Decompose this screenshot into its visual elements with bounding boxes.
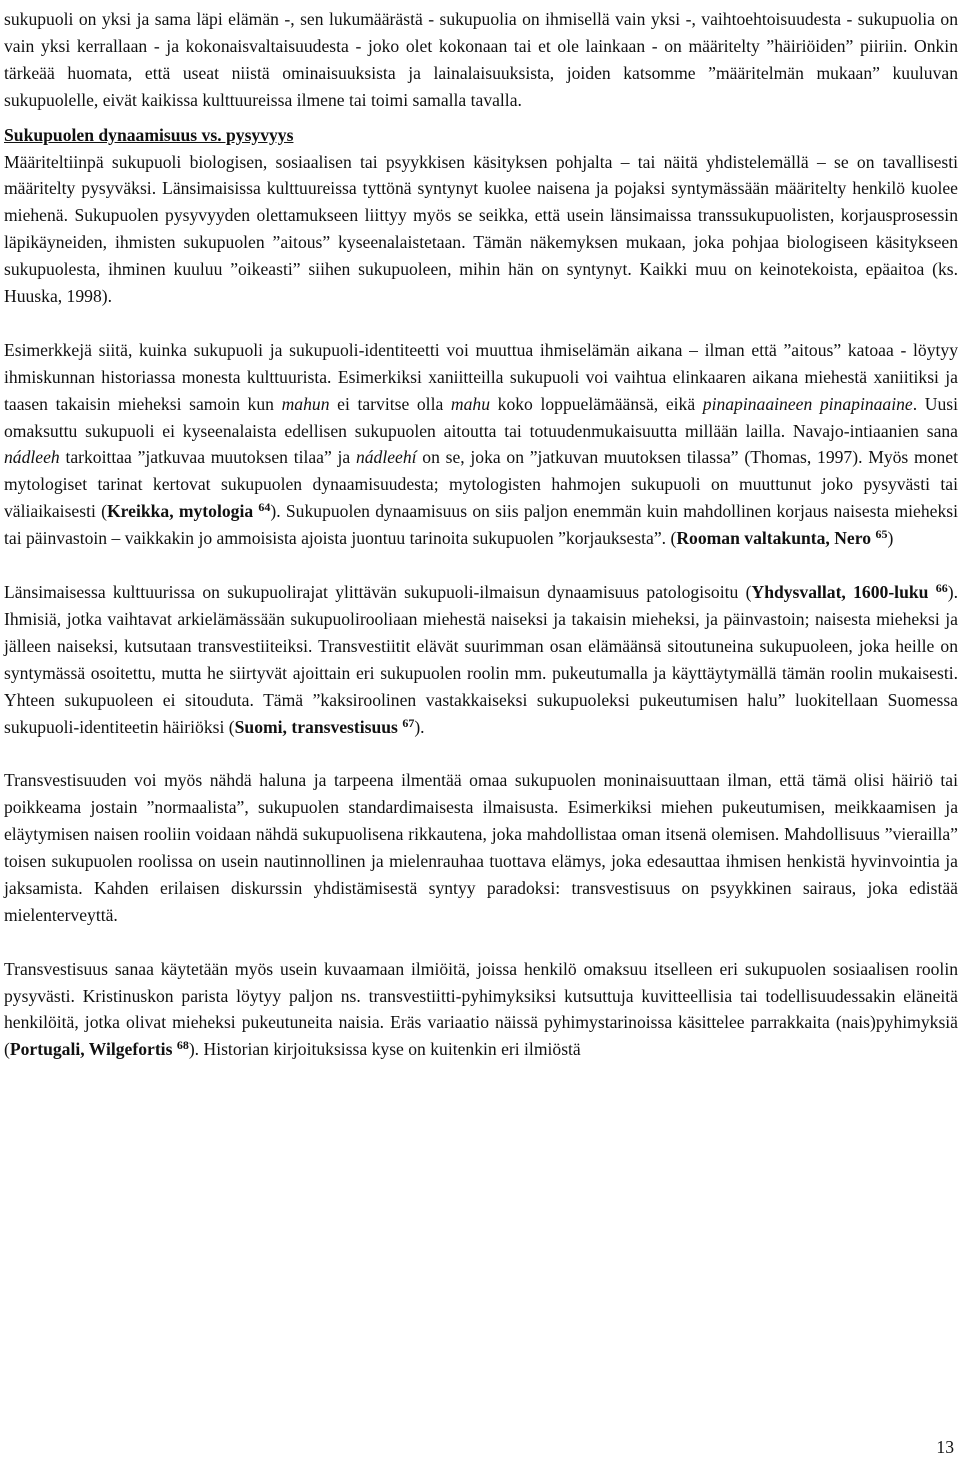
bold-reference: Yhdysvallat, 1600-luku [751, 582, 929, 602]
italic-term: mahun [281, 393, 330, 414]
paragraph-text: Transvestisuus sanaa käytetään myös usein kuvaamaan ilmiöitä, joissa henkilö omaksuu itselleen eri sukupuolen sosiaalisen roolin pysyvästi. Kristinuskon parista löytyy paljon ns. transvestiitti-pyhimyksiksi kutsuttuja kuvitteellisia tai todellisuudessakin eläneitä henkilöitä, jotka olivat mieheksi pukeutuneita naisia. Eräs variaatio näissä pyhimystarinoissa käsittelee parrakkaita (nais)pyhimyksiä ( [4, 958, 958, 1060]
footnote-ref: 64 [258, 500, 271, 515]
paragraph-examples [4, 337, 958, 552]
italic-term: nádleeh [4, 447, 60, 468]
bold-reference: Rooman valtakunta, Nero [676, 528, 872, 549]
paragraph-text: Länsimaisessa kulttuurissa on sukupuolirajat ylittävän sukupuoli-ilmaisun dynaamisuus patologisoitu ( [4, 582, 752, 602]
footnote-ref: 65 [875, 527, 888, 542]
paragraph-text: koko loppuelämäänsä, eikä [490, 393, 703, 414]
bold-reference: Portugali, Wilgefortis [9, 1039, 173, 1060]
bold-reference: Kreikka, mytologia [106, 501, 254, 522]
paragraph-text: Esimerkkejä siitä, kuinka sukupuoli ja sukupuoli-identiteetti voi muuttua ihmiselämän aikana – ilman että ”aitous” katoaa - löytyy ihmiskunnan historiassa monesta kulttuurista. Esimerkiksi xaniitteilla sukupuoli voi vaihtua elinkaaren aikana miehestä xaniitiksi ja taasen takaisin mieheksi samoin kun [4, 339, 958, 414]
paragraph-text: ). Ihmisiä, jotka vaihtavat arkielämässään sukupuolirooliaan miehestä naiseksi ja takaisin mieheksi, ja päinvastoin; naisesta mieheksi ja jälleen naiseksi, kutsutaan transvestiiteiksi. Transvestiitit elävät suurimman osan elämäänsä sitoutuneina sukupuoleen, joka heille on syntymässä osoitettu, mutta he siirtyvät ajoittain eri sukupuolen roolin mm. pukeutumalla ja käyttäytymällä tämän roolin mukaisesti. Yhteen sukupuoleen ei sitouduta. Tämä ”kaksiroolinen vastakkaiseksi sukupuoleksi pukeutumisen halu” luokitellaan Suomessa sukupuoli-identiteetin häiriöksi ( [4, 582, 959, 737]
paragraph-text: ) [887, 528, 894, 549]
italic-term: pinapinaaineen pinapinaaine [702, 393, 913, 414]
italic-term: mahu [450, 393, 491, 414]
paragraph-diversity [4, 767, 958, 928]
paragraph-pysyvyys [4, 149, 958, 310]
paragraph-text: ). Historian kirjoituksissa kyse on kuitenkin eri ilmiöstä [188, 1039, 581, 1060]
paragraph-saints [4, 956, 958, 1064]
page-number: 13 [936, 1437, 954, 1457]
paragraph-text: tarkoittaa ”jatkuvaa muutoksen tilaa” ja [59, 447, 356, 468]
paragraph-text: ). [414, 716, 425, 737]
paragraph-text: Määriteltiinpä sukupuoli biologisen, sosiaalisen tai psyykkisen käsityksen pohjalta – tai näitä yhdistelemällä – se on tavallisesti määritelty pysyväksi. Länsimaisissa kulttuureissa tyttönä syntynyt kuolee naisena ja pojaksi syntymässään määritelty henkilö kuolee miehenä. Sukupuolen pysyvyyden olettamukseen liittyy myös se seikka, että usein länsimaissa transsukupuolisten, korjausprosessin läpikäyneiden, ihmisten sukupuolen ”aitous” kyseenalaistetaan. Tämän näkemyksen mukaan, joka pohjaa biologiseen käsitykseen sukupuolesta, ihminen kuuluu ”oikeasti” siihen sukupuoleen, mihin hän on syntynyt. Kaikki muu on keinotekoista, epäaitoa (ks. Huuska, 1998). [4, 151, 958, 307]
paragraph-text: . Uusi omaksuttu sukupuoli ei kyseenalaista edellisen sukupuolen aitoutta tai totuudenmukaisuutta millään lailla. Navajo-intiaanien sana [4, 393, 958, 441]
intro-paragraph [4, 6, 958, 114]
paragraph-text: ). Sukupuolen dynaamisuus on siis paljon enemmän kuin mahdollinen korjaus naisesta mieheksi tai päinvastoin – vaikkakin jo ammoisista ajoista juontuu tarinoita sukupuolen ”korjauksesta”. ( [4, 501, 958, 549]
italic-term: nádleehí [355, 447, 417, 468]
document-page [4, 6, 958, 1090]
footnote-ref: 68 [176, 1038, 189, 1053]
footnote-ref: 66 [935, 581, 948, 595]
paragraph-text: ei tarvitse olla [329, 393, 451, 414]
footnote-ref: 67 [402, 715, 415, 730]
intro-text: sukupuoli on yksi ja sama läpi elämän -, sen lukumäärästä - sukupuolia on ihmisellä vain yksi -, vaihtoehtoisuudesta - sukupuolia on vain yksi kerrallaan - ja kokonaisvaltaisuudesta - joko olet kokonaan tai et ole lainkaan - on määritelty ”häiriöiden” piiriin. Onkin tärkeää huomata, että useat niistä ominaisuuksista ja lainalaisuuksista, joiden katsomme ”määritelmän mukaan” kuuluvan sukupuolelle, eivät kaikissa kulttuureissa ilmene tai toimi samalla tavalla. [4, 9, 958, 110]
section-heading: Sukupuolen dynaamisuus vs. pysyvyys [4, 124, 294, 145]
paragraph-text: Transvestisuuden voi myös nähdä haluna ja tarpeena ilmentää omaa sukupuolen moninaisuuttaan ilman, että tämä olisi häiriö tai poikkeama jostain ”normaalista”, sukupuolen standardimaisesta ilmaisusta. Esimerkiksi miehen pukeutumisen, meikkaamisen ja eläytymisen naisen rooliin voidaan nähdä sukupuolisena rikkautena, joka mahdollistaa oman itsenä olemisen. Mahdollisuus ”vierailla” toisen sukupuolen roolissa on usein nautinnollinen ja mielenrauhaa tuottava elämys, joka edesauttaa ihmisen henkistä hyvinvointia ja jaksamista. Kahden erilaisen diskurssin yhdistämisestä syntyy paradoksi: transvestisuus on psyykkinen sairaus, joka edistää mielenterveyttä. [4, 770, 958, 925]
paragraph-transvestism [4, 579, 958, 740]
paragraph-text: on se, joka on ”jatkuvan muutoksen tilassa” (Thomas, 1997). Myös monet mytologiset tarinat kertovat sukupuolen dynaamisuudesta; mytologisten hahmojen sukupuoli on muuttunut joko pysyvästi tai väliaikaisesti ( [4, 447, 958, 522]
bold-reference: Suomi, transvestisuus [234, 716, 398, 737]
